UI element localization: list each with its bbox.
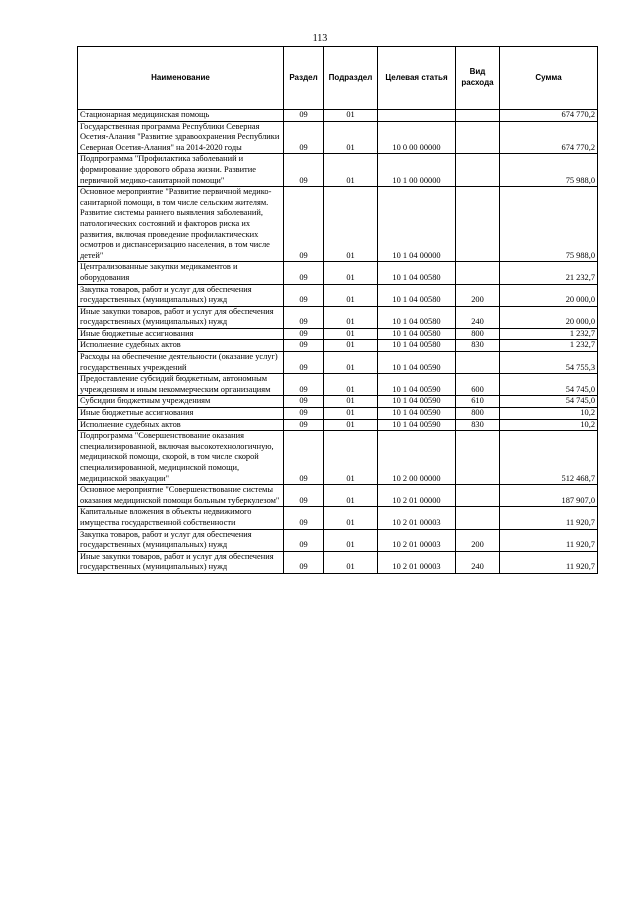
cell-subsection: 01 <box>324 110 378 122</box>
cell-section: 09 <box>284 154 324 187</box>
table-row <box>78 187 598 262</box>
cell-sum: 512 468,7 <box>500 431 598 485</box>
cell-subsection: 01 <box>324 374 378 396</box>
cell-kind <box>456 352 500 374</box>
table-row <box>78 419 598 431</box>
cell-name: Капитальные вложения в объекты недвижимого имущества государственной собственности <box>78 507 284 529</box>
cell-name: Субсидии бюджетным учреждениям <box>78 396 284 408</box>
cell-target: 10 1 04 00580 <box>378 340 456 352</box>
cell-sum: 1 232,7 <box>500 340 598 352</box>
cell-target: 10 1 04 00580 <box>378 306 456 328</box>
cell-name: Государственная программа Республики Северная Осетия-Алания "Развитие здравоохранения Республики Северная Осетия-Алания" на 2014-2020 годы <box>78 121 284 154</box>
table-row <box>78 262 598 284</box>
cell-section: 09 <box>284 419 324 431</box>
cell-sum: 20 000,0 <box>500 306 598 328</box>
table-row <box>78 408 598 420</box>
cell-name: Основное мероприятие "Развитие первичной медико-санитарной помощи, в том числе сельским жителям. Развитие системы раннего выявления заболеваний, патологических состояний и факторов риска их развития, включая проведение профилактических осмотров и диспансеризацию населения, в том числе детей" <box>78 187 284 262</box>
cell-subsection: 01 <box>324 507 378 529</box>
cell-target: 10 1 04 00590 <box>378 352 456 374</box>
budget-table <box>77 46 598 574</box>
cell-section: 09 <box>284 121 324 154</box>
cell-sum: 75 988,0 <box>500 154 598 187</box>
cell-subsection: 01 <box>324 284 378 306</box>
cell-name: Иные бюджетные ассигнования <box>78 328 284 340</box>
table-header-row <box>78 47 598 110</box>
cell-kind: 600 <box>456 374 500 396</box>
cell-kind <box>456 431 500 485</box>
cell-name: Иные закупки товаров, работ и услуг для обеспечения государственных (муниципальных) нужд <box>78 551 284 573</box>
table-row <box>78 306 598 328</box>
cell-kind: 830 <box>456 419 500 431</box>
cell-target: 10 2 00 00000 <box>378 431 456 485</box>
cell-subsection: 01 <box>324 419 378 431</box>
page-number: 113 <box>312 33 328 44</box>
cell-target: 10 1 00 00000 <box>378 154 456 187</box>
cell-section: 09 <box>284 352 324 374</box>
cell-section: 09 <box>284 187 324 262</box>
cell-target: 10 1 04 00590 <box>378 396 456 408</box>
cell-target: 10 1 04 00580 <box>378 284 456 306</box>
cell-section: 09 <box>284 485 324 507</box>
cell-section: 09 <box>284 262 324 284</box>
cell-name: Иные бюджетные ассигнования <box>78 408 284 420</box>
cell-sum: 21 232,7 <box>500 262 598 284</box>
cell-subsection: 01 <box>324 306 378 328</box>
cell-kind <box>456 121 500 154</box>
table-row <box>78 352 598 374</box>
cell-section: 09 <box>284 396 324 408</box>
cell-target: 10 0 00 00000 <box>378 121 456 154</box>
cell-kind <box>456 507 500 529</box>
cell-name: Подпрограмма "Профилактика заболеваний и формирование здорового образа жизни. Развитие первичной медико-санитарной помощи" <box>78 154 284 187</box>
cell-name: Подпрограмма "Совершенствование оказания специализированной, включая высокотехнологичную, медицинской помощи, скорой, в том числе скорой специализированной, медицинской помощи, медицинской эвакуации" <box>78 431 284 485</box>
cell-kind <box>456 110 500 122</box>
cell-target: 10 2 01 00003 <box>378 507 456 529</box>
cell-subsection: 01 <box>324 340 378 352</box>
cell-kind: 800 <box>456 328 500 340</box>
cell-subsection: 01 <box>324 328 378 340</box>
cell-subsection: 01 <box>324 431 378 485</box>
cell-kind: 240 <box>456 306 500 328</box>
table-row <box>78 507 598 529</box>
table-row <box>78 551 598 573</box>
column-header-section: Раздел <box>284 47 324 110</box>
cell-target: 10 1 04 00590 <box>378 408 456 420</box>
cell-subsection: 01 <box>324 121 378 154</box>
cell-sum: 10,2 <box>500 408 598 420</box>
cell-sum: 54 755,3 <box>500 352 598 374</box>
table-row <box>78 121 598 154</box>
cell-section: 09 <box>284 507 324 529</box>
cell-name: Исполнение судебных актов <box>78 419 284 431</box>
table-row <box>78 396 598 408</box>
cell-subsection: 01 <box>324 551 378 573</box>
cell-target: 10 2 01 00003 <box>378 529 456 551</box>
cell-kind <box>456 187 500 262</box>
cell-kind: 610 <box>456 396 500 408</box>
cell-sum: 54 745,0 <box>500 374 598 396</box>
cell-sum: 11 920,7 <box>500 529 598 551</box>
cell-target: 10 1 04 00590 <box>378 419 456 431</box>
cell-kind: 200 <box>456 284 500 306</box>
cell-name: Предоставление субсидий бюджетным, автономным учреждениям и иным некоммерческим организациям <box>78 374 284 396</box>
cell-section: 09 <box>284 529 324 551</box>
cell-section: 09 <box>284 551 324 573</box>
cell-kind: 800 <box>456 408 500 420</box>
cell-target: 10 1 04 00580 <box>378 262 456 284</box>
cell-subsection: 01 <box>324 352 378 374</box>
table-row <box>78 340 598 352</box>
cell-kind <box>456 485 500 507</box>
cell-sum: 10,2 <box>500 419 598 431</box>
cell-target <box>378 110 456 122</box>
cell-name: Закупка товаров, работ и услуг для обеспечения государственных (муниципальных) нужд <box>78 529 284 551</box>
cell-sum: 11 920,7 <box>500 551 598 573</box>
cell-subsection: 01 <box>324 529 378 551</box>
cell-sum: 11 920,7 <box>500 507 598 529</box>
cell-kind: 240 <box>456 551 500 573</box>
cell-target: 10 2 01 00000 <box>378 485 456 507</box>
column-header-target: Целевая статья <box>378 47 456 110</box>
cell-section: 09 <box>284 374 324 396</box>
cell-sum: 674 770,2 <box>500 121 598 154</box>
cell-target: 10 1 04 00580 <box>378 328 456 340</box>
cell-sum: 20 000,0 <box>500 284 598 306</box>
cell-sum: 1 232,7 <box>500 328 598 340</box>
cell-kind <box>456 262 500 284</box>
cell-subsection: 01 <box>324 187 378 262</box>
cell-name: Исполнение судебных актов <box>78 340 284 352</box>
cell-sum: 54 745,0 <box>500 396 598 408</box>
cell-target: 10 1 04 00000 <box>378 187 456 262</box>
cell-target: 10 1 04 00590 <box>378 374 456 396</box>
cell-section: 09 <box>284 408 324 420</box>
cell-name: Расходы на обеспечение деятельности (оказание услуг) государственных учреждений <box>78 352 284 374</box>
table-row <box>78 431 598 485</box>
cell-name: Иные закупки товаров, работ и услуг для обеспечения государственных (муниципальных) нужд <box>78 306 284 328</box>
cell-section: 09 <box>284 306 324 328</box>
cell-section: 09 <box>284 340 324 352</box>
cell-subsection: 01 <box>324 408 378 420</box>
cell-target: 10 2 01 00003 <box>378 551 456 573</box>
cell-subsection: 01 <box>324 154 378 187</box>
table-row <box>78 328 598 340</box>
table-row <box>78 485 598 507</box>
column-header-sum: Сумма <box>500 47 598 110</box>
cell-name: Централизованные закупки медикаментов и оборудования <box>78 262 284 284</box>
table-row <box>78 529 598 551</box>
cell-kind: 830 <box>456 340 500 352</box>
cell-kind <box>456 154 500 187</box>
table-row <box>78 154 598 187</box>
cell-subsection: 01 <box>324 262 378 284</box>
table-row <box>78 284 598 306</box>
cell-name: Стационарная медицинская помощь <box>78 110 284 122</box>
cell-sum: 75 988,0 <box>500 187 598 262</box>
cell-name: Основное мероприятие "Совершенствование системы оказания медицинской помощи больным туберкулезом" <box>78 485 284 507</box>
cell-section: 09 <box>284 328 324 340</box>
cell-kind: 200 <box>456 529 500 551</box>
cell-sum: 187 907,0 <box>500 485 598 507</box>
cell-section: 09 <box>284 110 324 122</box>
column-header-kind: Вид расхода <box>456 47 500 110</box>
cell-subsection: 01 <box>324 396 378 408</box>
cell-subsection: 01 <box>324 485 378 507</box>
column-header-subsection: Подраздел <box>324 47 378 110</box>
table-row <box>78 110 598 122</box>
cell-sum: 674 770,2 <box>500 110 598 122</box>
cell-name: Закупка товаров, работ и услуг для обеспечения государственных (муниципальных) нужд <box>78 284 284 306</box>
cell-section: 09 <box>284 284 324 306</box>
cell-section: 09 <box>284 431 324 485</box>
column-header-name: Наименование <box>78 47 284 110</box>
table-row <box>78 374 598 396</box>
